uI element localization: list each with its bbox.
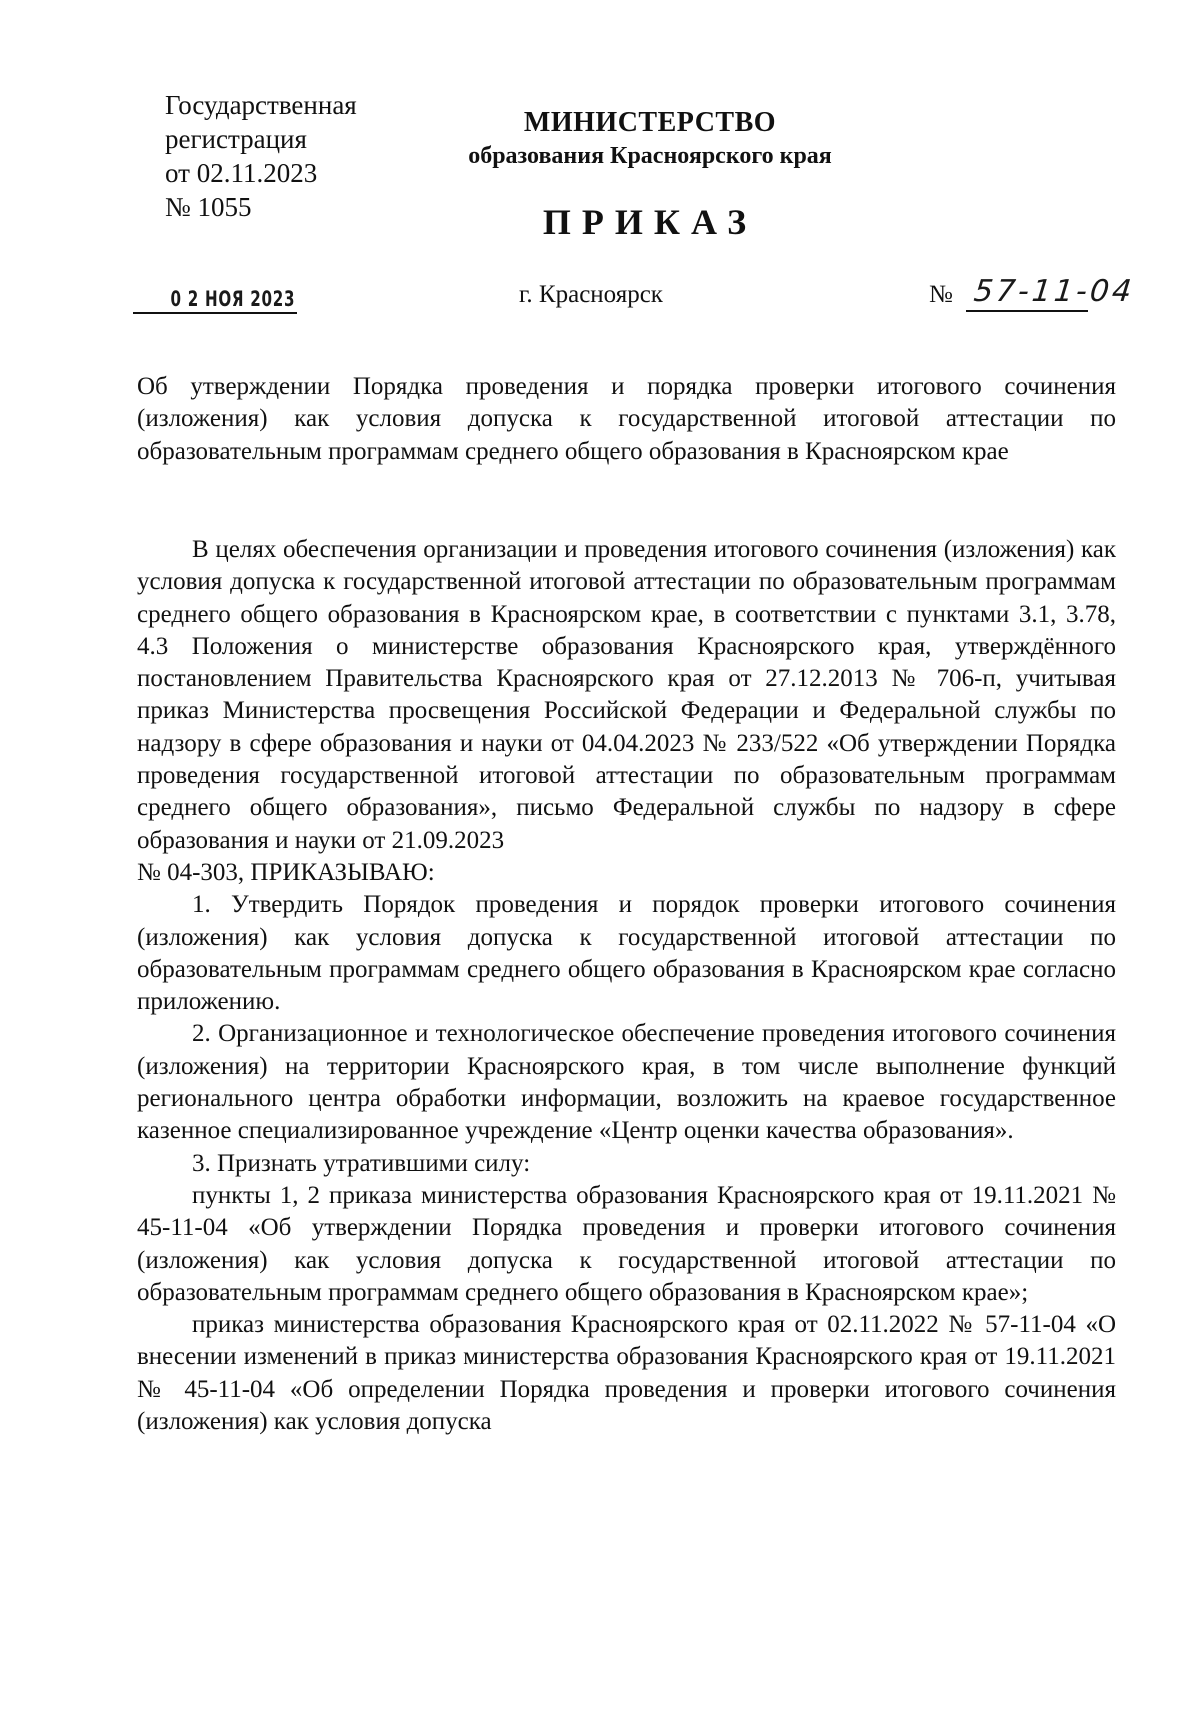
order-number-handwritten: 57-11-04 xyxy=(972,274,1137,309)
registration-date: от 02.11.2023 xyxy=(165,158,318,188)
order-date-stamp: 0 2 НОЯ 2023 xyxy=(170,287,295,311)
clause-3-item-1: пункты 1, 2 приказа министерства образования Красноярского края от 19.11.2021 № 45-11-04 «Об утверждении Порядка проведения и проверки итогового сочинения (изложения) как условия допуска к государственной итоговой аттестации по образовательным программам среднего общего образования в Красноярском крае»; xyxy=(137,1181,1116,1306)
registration-note xyxy=(165,88,357,224)
order-date-field xyxy=(133,278,297,314)
order-number-label: № xyxy=(929,281,953,308)
registration-line-2: регистрация xyxy=(165,124,307,154)
order-body xyxy=(137,534,1116,1438)
clause-2: 2. Организационное и технологическое обеспечение проведения итогового сочинения (изложения) на территории Красноярского края, в том числе выполнение функций регионального центра обработки информации, возложить на краевое государственное казенное специализированное учреждение «Центр оценки качества образования». xyxy=(137,1020,1116,1145)
preamble-ending: № 04-303, ПРИКАЗЫВАЮ: xyxy=(137,858,435,886)
order-number-field xyxy=(966,272,1137,312)
ministry-title: МИНИСТЕРСТВО xyxy=(523,107,777,138)
clause-1: 1. Утвердить Порядок проведения и порядок проверки итогового сочинения (изложения) как условия допуска к государственной итоговой аттестации по образовательным программам среднего общего образования в Красноярском крае согласно приложению. xyxy=(137,891,1116,1016)
clause-3-item-2: приказ министерства образования Красноярского края от 02.11.2022 № 57-11-04 «О внесении изменений в приказ министерства образования Красноярского края от 19.11.2021 № 45-11-04 «Об определении Порядка проведения и проверки итогового сочинения (изложения) как условия допуска xyxy=(137,1311,1116,1436)
registration-line-1: Государственная xyxy=(165,90,357,120)
document-type-heading: ПРИКАЗ xyxy=(542,202,758,242)
ministry-subtitle: образования Красноярского края xyxy=(468,143,832,169)
registration-number: № 1055 xyxy=(165,192,252,222)
clause-3: 3. Признать утратившими силу: xyxy=(192,1149,531,1177)
preamble-paragraph: В целях обеспечения организации и проведения итогового сочинения (изложения) как условия допуска к государственной итоговой аттестации по образовательным программам среднего общего образования в Красноярском крае, в соответствии с пунктами 3.1, 3.78, 4.3 Положения о министерстве образования Красноярского края, утверждённого постановлением Правительства Красноярского края от 27.12.2013 № 706-п, учитывая приказ Министерства просвещения Российской Федерации и Федеральной службы по надзору в сфере образования и науки от 04.04.2023 № 233/522 «Об утверждении Порядка проведения государственной итоговой аттестации по образовательным программам среднего общего образования», письмо Федеральной службы по надзору в сфере образования и науки от 21.09.2023 xyxy=(137,536,1116,854)
city-label: г. Красноярск xyxy=(519,281,663,308)
order-subject: Об утверждении Порядка проведения и порядка проверки итогового сочинения (изложения) как условия допуска к государственной итоговой аттестации по образовательным программам среднего общего образования в Красноярском крае xyxy=(137,373,1116,465)
